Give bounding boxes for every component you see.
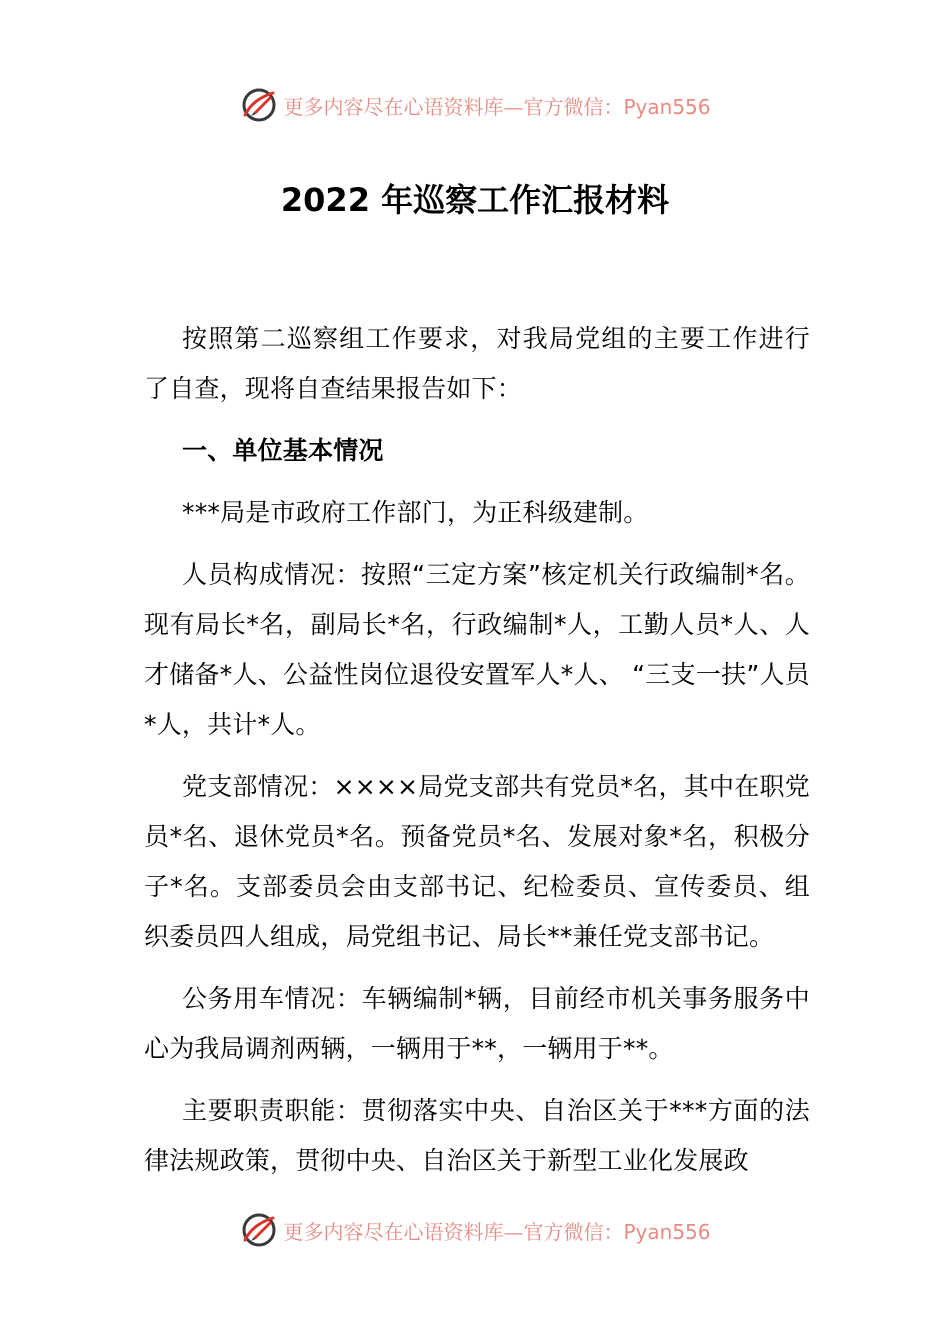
paragraph-vehicles: 公务用车情况：车辆编制*辆，目前经市机关事务服务中心为我局调剂两辆，一辆用于**，一辆用于**。 — [144, 984, 810, 1063]
paragraph-unit: ***局是市政府工作部门，为正科级建制。 — [182, 498, 649, 527]
document-title: 2022 年巡察工作汇报材料 — [280, 181, 670, 219]
pen-logo-icon — [239, 1210, 279, 1250]
paragraph-staff: 人员构成情况：按照“三定方案”核定机关行政编制*名。现有局长*名，副局长*名，行政编制*人，工勤人员*人、人才储备*人、公益性岗位退役安置军人*人、 “三支一扶”人员*人，共计*人。 — [144, 560, 810, 739]
watermark-wechat-id: Pyan556 — [623, 1219, 711, 1244]
paragraph-duties: 主要职责职能：贯彻落实中央、自治区关于***方面的法律法规政策，贯彻中央、自治区关于新型工业化发展政 — [144, 1096, 810, 1175]
footer-watermark — [0, 1208, 950, 1252]
header-watermark — [0, 83, 950, 127]
watermark-text: 更多内容尽在心语资料库—官方微信： — [283, 94, 624, 119]
watermark-text: 更多内容尽在心语资料库—官方微信： — [283, 1219, 624, 1244]
watermark-wechat-id: Pyan556 — [623, 94, 711, 119]
document-body — [144, 314, 810, 1198]
pen-logo-icon — [239, 85, 279, 125]
section-heading: 一、单位基本情况 — [182, 436, 384, 465]
paragraph-intro: 按照第二巡察组工作要求，对我局党组的主要工作进行了自查，现将自查结果报告如下： — [144, 324, 810, 403]
paragraph-party-branch: 党支部情况：××××局党支部共有党员*名，其中在职党员*名、退休党员*名。预备党员*名、发展对象*名，积极分子*名。支部委员会由支部书记、纪检委员、宣传委员、组织委员四人组成，局党组书记、局长**兼任党支部书记。 — [144, 772, 810, 951]
